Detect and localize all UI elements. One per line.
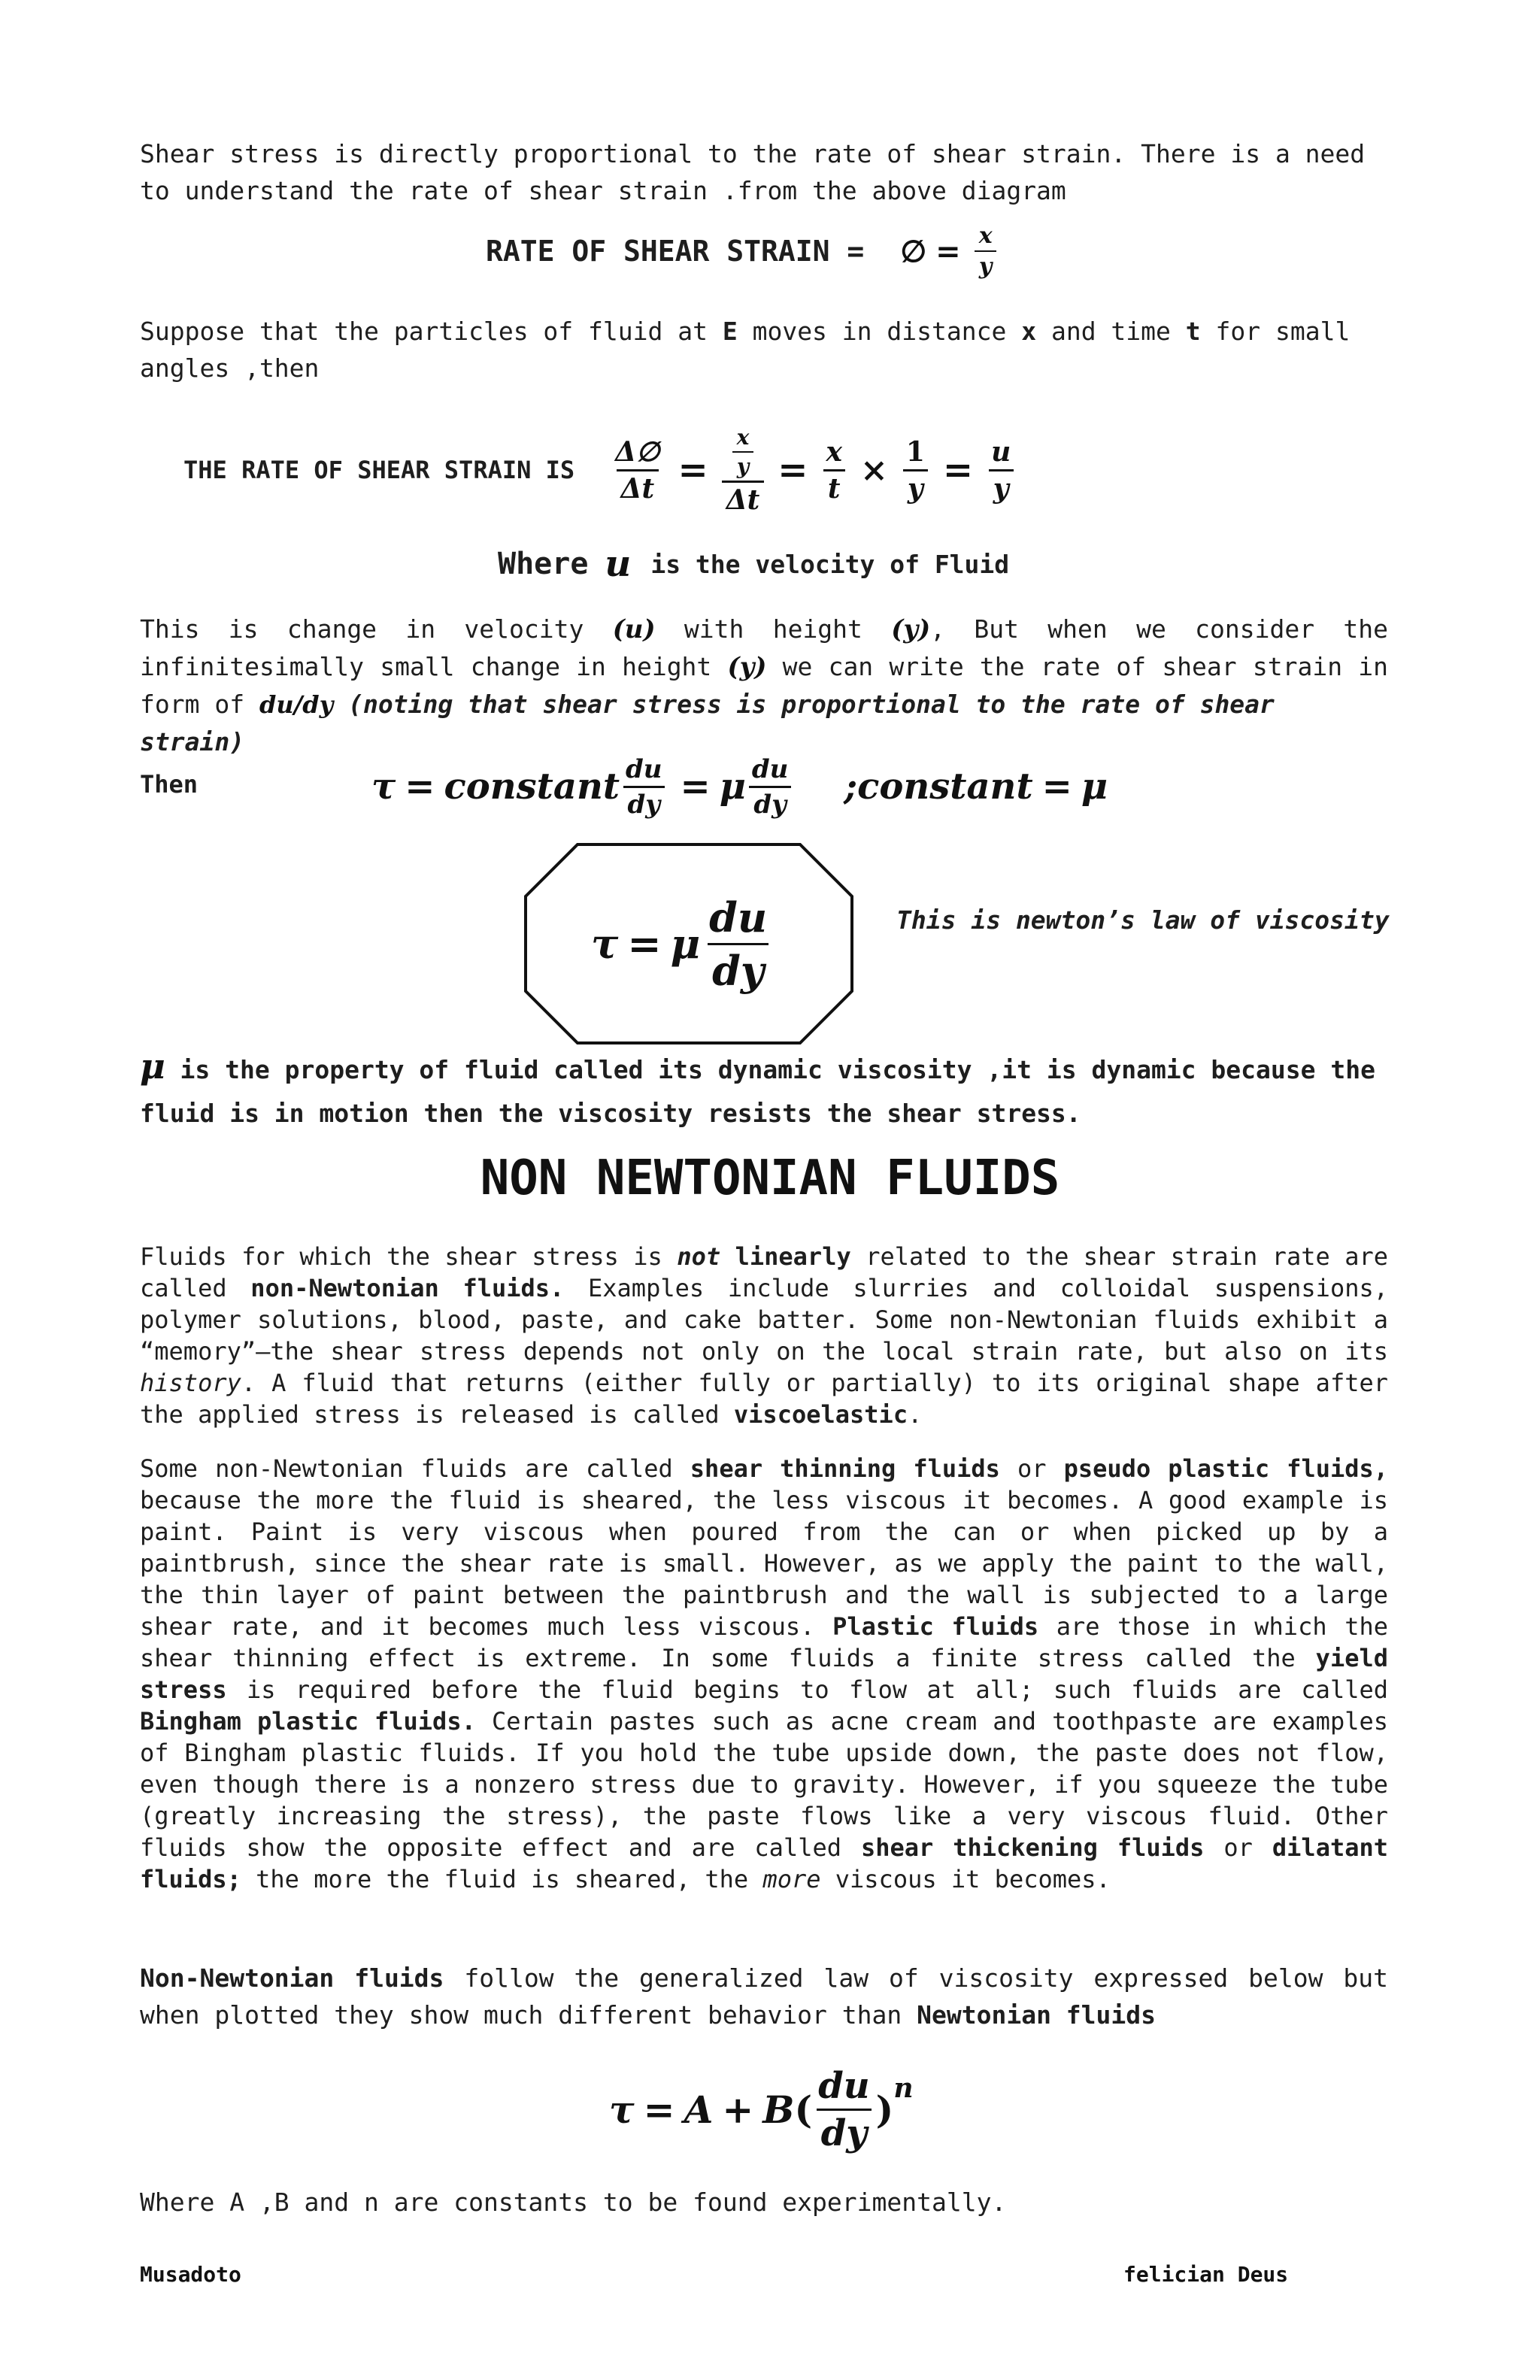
nn-text-d: Examples include slurries and colloidal suspensions, polymer solutions, blood, paste, and cake batter. Some non-Newtonian fluids exhibit a “memory”—the shear stress depends not only on the local strain rate, but also on its	[140, 1274, 1389, 1366]
newton-law-caption: This is newton’s law of viscosity	[896, 905, 1390, 935]
st-plastic-fluids: Plastic fluids	[832, 1612, 1039, 1641]
newton-fraction	[705, 893, 772, 995]
gen-f-den: dy	[817, 2109, 872, 2154]
eq2-fraction-5	[987, 436, 1015, 505]
gen-tau: τ	[609, 2087, 635, 2132]
st-pseudo-plastic: pseudo plastic fluids,	[1063, 1454, 1389, 1483]
suppose-text-a: Suppose that the particles of fluid at	[140, 317, 723, 346]
then-f1-den: dy	[623, 786, 665, 820]
gen-plus: +	[722, 2087, 754, 2132]
u-symbol: u	[605, 543, 632, 585]
velocity-line-1	[140, 611, 1388, 648]
viscosity-line-2: fluid is in motion then the viscosity resists the shear stress.	[140, 1099, 1081, 1128]
then-semicolon-constant: ;constant	[844, 766, 1033, 808]
nn-history: history	[140, 1369, 241, 1397]
newton-law-equation	[591, 872, 776, 1015]
footer-right: felician Deus	[1123, 2262, 1289, 2287]
eq2-f1-den: Δt	[617, 469, 659, 505]
eq2-equals-3: =	[942, 449, 974, 491]
eq1-denominator: y	[975, 250, 996, 280]
intro-paragraph	[140, 135, 1388, 209]
newton-f-den: dy	[708, 943, 768, 995]
eq1-equals: =	[935, 233, 961, 269]
eq2-f2-inner-den: y	[732, 451, 753, 479]
st-text-f: Certain pastes such as acne cream and toothpaste are examples of Bingham plastic fluids. If you hold the tube upside down, the paste does not flow, even though there is a nonzero stress due to gravity. However, if you squeeze the tube (greatly increasing the stress), the paste flows like a very viscous fluid. Other fluids show the opposite effect and are called	[140, 1707, 1389, 1862]
distance-x: x	[1021, 317, 1037, 346]
eq2-f2-inner-fraction	[732, 425, 754, 479]
eq2-times: ×	[859, 450, 888, 490]
velocity-text-b: with height	[655, 614, 892, 644]
time-t: t	[1185, 317, 1201, 346]
eq2-equals-2: =	[778, 449, 808, 491]
generalized-law-paragraph	[140, 1960, 1388, 2033]
st-bingham: Bingham plastic fluids.	[140, 1707, 476, 1736]
then-mu-2: μ	[1081, 766, 1108, 808]
gl-non-newtonian: Non-Newtonian fluids	[140, 1963, 444, 1993]
gen-left-paren: (	[794, 2087, 813, 2132]
st-dilatant: dilatant fluids;	[140, 1833, 1389, 1893]
velocity-text-c: , But when we consider the	[930, 614, 1388, 644]
suppose-text-d: for small	[1200, 317, 1351, 346]
gen-f-num: du	[818, 2064, 870, 2107]
then-fraction-2	[747, 754, 793, 820]
eq1-numerator: x	[978, 223, 993, 249]
eq2-fraction-4	[902, 436, 929, 505]
dynamic-viscosity-paragraph	[140, 1044, 1388, 1135]
point-e: E	[722, 317, 738, 346]
suppose-line-1	[140, 313, 1388, 350]
then-mu: μ	[719, 766, 746, 808]
st-text-i: viscous it becomes.	[820, 1865, 1111, 1893]
newton-mu: μ	[670, 920, 701, 968]
velocity-note: (noting that shear stress is proportional to the rate of shear strain)	[140, 690, 1275, 756]
st-more: more	[762, 1865, 821, 1893]
nn-text-f: .	[908, 1400, 923, 1429]
st-shear-thinning: shear thinning fluids	[690, 1454, 1000, 1483]
viscosity-text-1: is the property of fluid called its dynamic viscosity ,it is dynamic because the	[165, 1055, 1375, 1084]
eq2-fraction-2	[722, 425, 765, 516]
du-dy-inline: du/dy	[259, 690, 334, 719]
nn-linearly: linearly	[735, 1242, 851, 1271]
nn-not: not	[677, 1242, 721, 1271]
mu-symbol: μ	[140, 1046, 165, 1087]
shear-thinning-paragraph	[140, 1453, 1388, 1895]
then-f2-den: dy	[749, 786, 791, 820]
velocity-text-f: form of	[140, 690, 259, 719]
eq2-f1-num: Δ∅	[615, 435, 660, 468]
suppose-text-c: and time	[1036, 317, 1186, 346]
height-y-symbol: (y)	[891, 614, 931, 644]
eq2-f3-den: t	[823, 469, 845, 505]
eq2-f4-den: y	[903, 469, 928, 505]
newton-equals: =	[627, 920, 662, 968]
then-f1-num: du	[626, 753, 662, 784]
velocity-text-e: we can write the rate of shear strain in	[766, 652, 1388, 681]
st-text-b: or	[999, 1454, 1064, 1483]
st-text-g: or	[1204, 1833, 1272, 1862]
then-fraction-1	[621, 754, 667, 820]
eq2-fraction-1	[611, 436, 664, 505]
eq2-f2-num	[728, 425, 759, 481]
rate-of-shear-strain-derivation	[183, 406, 1020, 534]
nn-text-e: . A fluid that returns (either fully or partially) to its original shape after the applied stress is released is called	[140, 1369, 1388, 1429]
st-shear-thickening: shear thickening fluids	[860, 1833, 1205, 1862]
st-yield-stress: yield stress	[140, 1644, 1388, 1704]
newton-f-num: du	[709, 893, 768, 941]
st-text-a: Some non-Newtonian fluids are called	[140, 1454, 690, 1483]
viscosity-line-1	[140, 1044, 1388, 1093]
constants-note	[140, 2184, 1388, 2221]
non-newtonian-text	[140, 1241, 1388, 1430]
then-tau: τ	[371, 766, 396, 808]
eq2-f2-den: Δt	[722, 481, 765, 516]
shear-thinning-text	[140, 1453, 1388, 1895]
eq2-f2-inner-num: x	[736, 424, 750, 450]
st-text-d: are those in which the shear thinning effect is extreme. In some fluids a finite stress called the	[140, 1612, 1389, 1672]
then-equals-1: =	[405, 766, 435, 808]
gl-text-a: follow the generalized law of viscosity expressed below but when plotted they show much different behavior than	[140, 1963, 1389, 2030]
gen-right-paren: )	[875, 2087, 894, 2132]
constants-note-text: Where A ,B and n are constants to be found experimentally.	[140, 2187, 1007, 2217]
eq2-f3-num: x	[826, 435, 842, 468]
nn-viscoelastic: viscoelastic	[733, 1400, 908, 1429]
then-constant: constant	[444, 766, 620, 808]
gl-newtonian: Newtonian fluids	[917, 2000, 1157, 2030]
gen-equals: =	[643, 2087, 675, 2132]
where-label: Where	[498, 547, 589, 581]
intro-line-1: Shear stress is directly proportional to the rate of shear strain. There is a need	[140, 139, 1366, 168]
suppose-text-b: moves in distance	[737, 317, 1022, 346]
height-y-symbol-2: (y)	[727, 652, 767, 682]
eq1-fraction	[975, 223, 997, 280]
velocity-u-symbol: (u)	[612, 614, 656, 644]
eq1-phi: ∅	[900, 233, 927, 269]
nn-term: non-Newtonian fluids.	[250, 1274, 565, 1302]
suppose-paragraph	[140, 313, 1388, 387]
eq2-label: THE RATE OF SHEAR STRAIN IS	[183, 456, 575, 484]
then-equals-3: =	[1041, 766, 1072, 808]
nn-text-c: related to the shear strain rate are called	[140, 1242, 1389, 1302]
velocity-text-d: infinitesimally small change in height	[140, 652, 728, 681]
where-u-line	[498, 543, 1009, 585]
nn-text-b	[720, 1242, 735, 1271]
eq2-fraction-3	[821, 436, 846, 505]
section-heading: NON NEWTONIAN FLUIDS	[480, 1151, 1060, 1206]
velocity-text-a: This is change in velocity	[140, 614, 613, 644]
st-text-h: the more the fluid is sheared, the	[241, 1865, 763, 1893]
non-newtonian-paragraph	[140, 1241, 1388, 1430]
gen-B: B	[762, 2087, 795, 2132]
eq2-equals-1: =	[678, 449, 708, 491]
velocity-line-2	[140, 648, 1388, 686]
eq2-f4-num: 1	[905, 435, 925, 468]
footer-left: Musadoto	[140, 2262, 241, 2287]
eq2-f5-den: y	[989, 469, 1014, 505]
then-f2-num: du	[751, 753, 789, 784]
suppose-line-2: angles ,then	[140, 353, 320, 383]
intro-line-2: to understand the rate of shear strain .from the above diagram	[140, 176, 1066, 205]
generalized-viscosity-equation	[609, 2053, 914, 2166]
where-u-text: is the velocity of Fluid	[650, 549, 1010, 579]
generalized-law-text	[140, 1960, 1388, 2033]
then-equals-2: =	[680, 766, 711, 808]
rate-of-shear-strain-equation	[486, 223, 1002, 280]
st-text-c: because the more the fluid is sheared, the less viscous it becomes. A good example is paint. Paint is very viscous when poured from the can or when picked up by a paintbrush, since the shear rate is small. However, as we apply the paint to the wall, the thin layer of paint between the paintbrush and the wall is subjected to a large shear rate, and it becomes much less viscous.	[140, 1486, 1388, 1641]
newton-tau: τ	[591, 920, 619, 968]
nn-text-a: Fluids for which the shear stress is	[140, 1242, 678, 1271]
eq2-f5-num: u	[991, 435, 1011, 468]
gen-A: A	[684, 2087, 714, 2132]
then-label: Then	[140, 770, 199, 799]
eq1-label: RATE OF SHEAR STRAIN =	[486, 235, 865, 268]
gen-exponent-n: n	[893, 2072, 914, 2104]
gen-fraction	[814, 2065, 874, 2154]
shear-stress-constant-equation	[371, 735, 1108, 838]
st-text-e: is required before the fluid begins to flow at all; such fluids are called	[226, 1675, 1388, 1704]
